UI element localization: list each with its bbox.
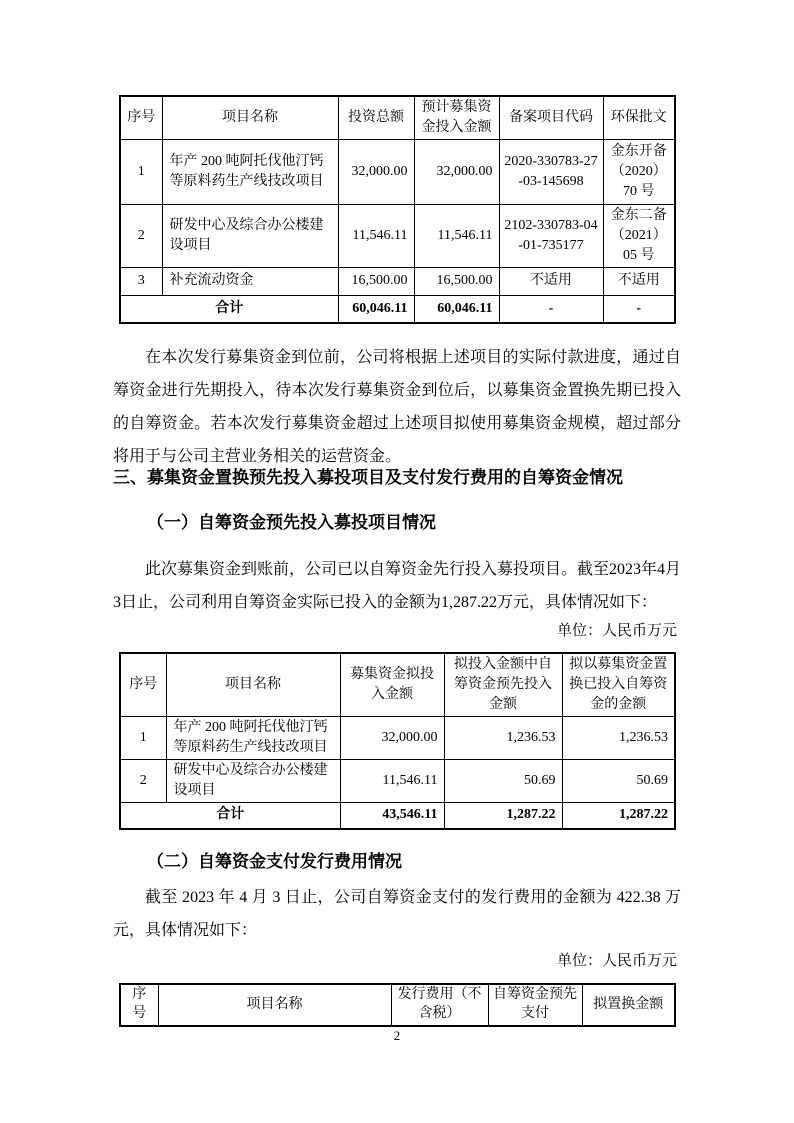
cell-filing-code: -	[499, 295, 603, 323]
header-cell-raised-funds: 预计募集资金投入金额	[414, 96, 499, 139]
cell-env-approval: 金东开备（2020）70 号	[603, 139, 675, 204]
paragraph-issuance-expenses: 截至 2023 年 4 月 3 日止，公司自筹资金支付的发行费用的金额为 422.38 万元，具体情况如下：	[113, 889, 681, 939]
table-header-row	[120, 96, 675, 139]
cell-env-approval: 不适用	[603, 267, 675, 295]
page-number: 2	[393, 1028, 401, 1043]
cell-seq: 3	[120, 267, 162, 295]
cell-raised-funds: 60,046.11	[414, 295, 499, 323]
cell-total-investment: 16,500.00	[338, 267, 414, 295]
header-cell-project-name: 项目名称	[162, 96, 338, 139]
cell-replace-amount: 50.69	[562, 759, 675, 802]
cell-filing-code: 不适用	[499, 267, 603, 295]
cell-total-investment: 32,000.00	[338, 139, 414, 204]
table-header-row	[120, 653, 675, 716]
table-row	[120, 139, 675, 204]
investment-projects-table	[119, 95, 676, 324]
cell-project-name: 研发中心及综合办公楼建设项目	[166, 759, 340, 802]
table-total-row	[120, 802, 675, 829]
cell-project-name: 研发中心及综合办公楼建设项目	[162, 204, 338, 267]
cell-seq: 1	[120, 139, 162, 204]
cell-total-investment: 60,046.11	[338, 295, 414, 323]
cell-env-approval: 金东二备（2021）05 号	[603, 204, 675, 267]
cell-total-investment: 11,546.11	[338, 204, 414, 267]
unit-label-1: 单位：人民币万元	[556, 623, 677, 639]
cell-project-name: 补充流动资金	[162, 267, 338, 295]
table-row	[120, 759, 675, 802]
header-cell-project-name: 项目名称	[166, 653, 340, 716]
cell-raised-funds: 16,500.00	[414, 267, 499, 295]
cell-self-funded-pre-invested: 1,287.22	[444, 802, 562, 829]
unit-label-2: 单位：人民币万元	[556, 953, 677, 969]
cell-raised-funds: 11,546.11	[414, 204, 499, 267]
header-cell-replace-amount: 拟置换金额	[582, 984, 675, 1026]
header-cell-self-funded-prepaid: 自筹资金预先支付	[488, 984, 582, 1026]
header-cell-seq: 序号	[120, 984, 158, 1026]
paragraph-fund-replacement: 在本次发行募集资金到位前，公司将根据上述项目的实际付款进度，通过自筹资金进行先期投入，待本次发行募集资金到位后，以募集资金置换先期已投入的自筹资金。若本次发行募集资金超过上述项目拟使用募集资金规模，超过部分将用于与公司主营业务相关的运营资金。	[113, 349, 681, 465]
pre-invested-funds-table	[119, 652, 676, 830]
header-cell-issuance-fee: 发行费用（不含税）	[391, 984, 488, 1026]
table-total-row	[120, 295, 675, 323]
cell-self-funded-pre-invested: 50.69	[444, 759, 562, 802]
header-cell-total-investment: 投资总额	[338, 96, 414, 139]
table-row	[120, 204, 675, 267]
table-row	[120, 267, 675, 295]
cell-self-funded-pre-invested: 1,236.53	[444, 716, 562, 759]
cell-project-name: 年产 200 吨阿托伐他汀钙等原料药生产线技改项目	[166, 716, 340, 759]
header-cell-planned-raised: 募集资金拟投入金额	[340, 653, 444, 716]
table-header-row	[120, 984, 675, 1026]
cell-seq: 2	[120, 759, 166, 802]
cell-replace-amount: 1,236.53	[562, 716, 675, 759]
header-cell-project-name: 项目名称	[158, 984, 391, 1026]
header-cell-seq: 序号	[120, 96, 162, 139]
cell-filing-code: 2020-330783-27-03-145698	[499, 139, 603, 204]
cell-total-label: 合计	[120, 295, 338, 323]
cell-env-approval: -	[603, 295, 675, 323]
cell-planned-raised: 11,546.11	[340, 759, 444, 802]
cell-seq: 1	[120, 716, 166, 759]
cell-filing-code: 2102-330783-04-01-735177	[499, 204, 603, 267]
cell-seq: 2	[120, 204, 162, 267]
header-cell-env-approval: 环保批文	[603, 96, 675, 139]
cell-planned-raised: 32,000.00	[340, 716, 444, 759]
cell-project-name: 年产 200 吨阿托伐他汀钙等原料药生产线技改项目	[162, 139, 338, 204]
cell-total-label: 合计	[120, 802, 340, 829]
cell-raised-funds: 32,000.00	[414, 139, 499, 204]
section-heading: 三、募集资金置换预先投入募投项目及支付发行费用的自筹资金情况	[113, 468, 623, 487]
header-cell-filing-code: 备案项目代码	[499, 96, 603, 139]
subsection-1-heading: （一）自筹资金预先投入募投项目情况	[147, 513, 436, 532]
cell-replace-amount: 1,287.22	[562, 802, 675, 829]
cell-planned-raised: 43,546.11	[340, 802, 444, 829]
subsection-2-heading: （二）自筹资金支付发行费用情况	[147, 852, 402, 871]
table-row	[120, 716, 675, 759]
header-cell-self-funded-pre-invested: 拟投入金额中自筹资金预先投入金额	[444, 653, 562, 716]
paragraph-pre-invested: 此次募集资金到账前，公司已以自筹资金先行投入募投项目。截至2023年4月3日止，公司利用自筹资金实际已投入的金额为1,287.22万元，具体情况如下：	[113, 561, 682, 611]
issuance-expenses-table	[119, 983, 676, 1027]
header-cell-replace-amount: 拟以募集资金置换已投入自筹资金的金额	[562, 653, 675, 716]
header-cell-seq: 序号	[120, 653, 166, 716]
